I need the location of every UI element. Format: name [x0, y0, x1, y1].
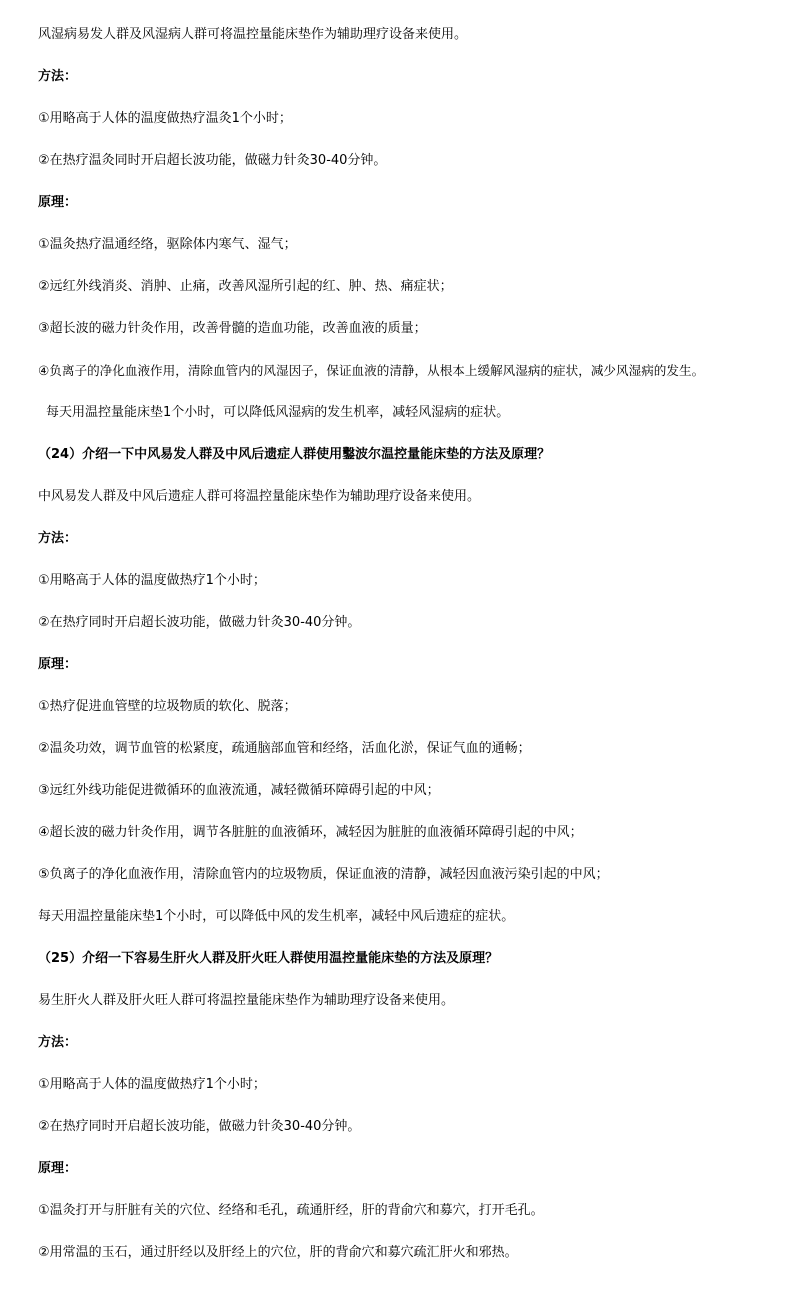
paragraph-sec23-summary: 每天用温控量能床垫1个小时，可以降低风湿病的发生机率，减轻风湿病的症状。 [46, 405, 510, 420]
heading-sec25-principle: 原理： [38, 1161, 78, 1176]
paragraph-sec23-intro: 风湿病易发人群及风湿病人群可将温控量能床垫作为辅助理疗设备来使用。 [38, 27, 468, 42]
list-item-sec24-method-2: ②在热疗同时开启超长波功能，做磁力针灸30-40分钟。 [38, 615, 361, 630]
list-item-sec24-principle-5: ⑤负离子的净化血液作用，清除血管内的垃圾物质，保证血液的清静，减轻因血液污染引起的中风； [38, 867, 609, 882]
heading-sec24-method: 方法： [38, 531, 78, 546]
list-item-sec25-method-1: ①用略高于人体的温度做热疗1个小时； [38, 1077, 266, 1092]
heading-sec25: （25）介绍一下容易生肝火人群及肝火旺人群使用温控量能床垫的方法及原理？ [38, 951, 499, 966]
list-item-sec24-principle-2: ②温灸功效，调节血管的松紧度，疏通脑部血管和经络，活血化淤，保证气血的通畅； [38, 741, 531, 756]
heading-sec23-method: 方法： [38, 69, 78, 84]
list-item-sec23-principle-3: ③超长波的磁力针灸作用，改善骨髓的造血功能，改善血液的质量； [38, 321, 427, 336]
heading-sec25-method: 方法： [38, 1035, 78, 1050]
list-item-sec25-method-2: ②在热疗同时开启超长波功能，做磁力针灸30-40分钟。 [38, 1119, 361, 1134]
list-item-sec24-method-1: ①用略高于人体的温度做热疗1个小时； [38, 573, 266, 588]
paragraph-sec24-intro: 中风易发人群及中风后遗症人群可将温控量能床垫作为辅助理疗设备来使用。 [38, 489, 481, 504]
list-item-sec24-principle-4: ④超长波的磁力针灸作用，调节各脏脏的血液循环，减轻因为脏脏的血液循环障碍引起的中风； [38, 825, 583, 840]
list-item-sec24-principle-1: ①热疗促进血管壁的垃圾物质的软化、脱落； [38, 699, 297, 714]
paragraph-sec24-summary: 每天用温控量能床垫1个小时，可以降低中风的发生机率，减轻中风后遗症的症状。 [38, 909, 515, 924]
list-item-sec25-principle-1: ①温灸打开与肝脏有关的穴位、经络和毛孔，疏通肝经，肝的背俞穴和募穴，打开毛孔。 [38, 1203, 544, 1218]
list-item-sec23-principle-2: ②远红外线消炎、消肿、止痛，改善风湿所引起的红、肿、热、痛症状； [38, 279, 453, 294]
heading-sec24-principle: 原理： [38, 657, 78, 672]
heading-sec24: （24）介绍一下中风易发人群及中风后遗症人群使用鑿波尔温控量能床垫的方法及原理？ [38, 447, 551, 462]
heading-sec23-principle: 原理： [38, 195, 78, 210]
paragraph-sec25-intro: 易生肝火人群及肝火旺人群可将温控量能床垫作为辅助理疗设备来使用。 [38, 993, 455, 1008]
list-item-sec23-method-1: ①用略高于人体的温度做热疗温灸1个小时； [38, 111, 292, 126]
list-item-sec25-principle-2: ②用常温的玉石，通过肝经以及肝经上的穴位，肝的背俞穴和募穴疏汇肝火和邪热。 [38, 1245, 518, 1260]
list-item-sec23-principle-4: ④负离子的净化血液作用，清除血管内的风湿因子，保证血液的清静，从根本上缓解风湿病的症状，减少风湿病的发生。 [38, 363, 705, 378]
list-item-sec24-principle-3: ③远红外线功能促进微循环的血液流通，减轻微循环障碍引起的中风； [38, 783, 440, 798]
list-item-sec23-method-2: ②在热疗温灸同时开启超长波功能，做磁力针灸30-40分钟。 [38, 153, 387, 168]
list-item-sec23-principle-1: ①温灸热疗温通经络，驱除体内寒气、湿气； [38, 237, 297, 252]
